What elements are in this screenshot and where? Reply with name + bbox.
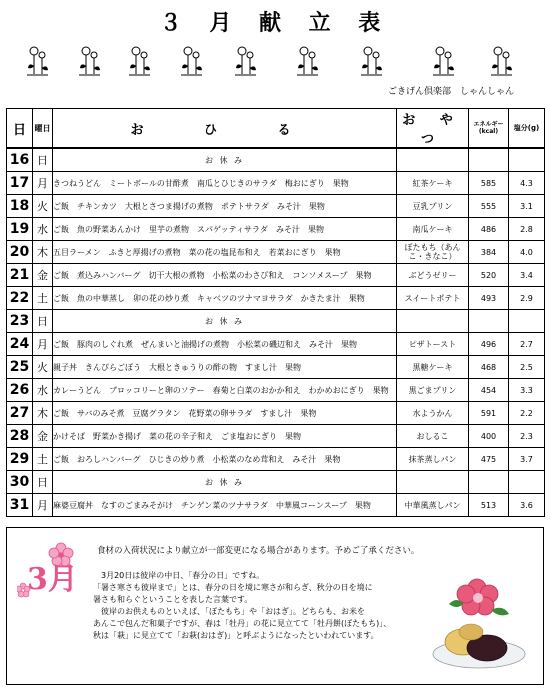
energy-cell: 555 <box>469 195 509 218</box>
weekday-cell: 土 <box>33 448 53 471</box>
paragraph-line: 暑さも和らぐということを表した言葉です。 <box>93 595 253 604</box>
energy-cell: 468 <box>469 356 509 379</box>
table-row <box>7 402 545 425</box>
header-energy: エネルギー(kcal) <box>469 109 509 149</box>
salt-cell <box>509 471 545 494</box>
weekday-cell: 日 <box>33 148 53 172</box>
energy-cell: 585 <box>469 172 509 195</box>
snack-cell: 黒ごまプリン <box>397 379 469 402</box>
lunch-cell: ご飯 チキンカツ 大根とさつま揚げの煮物 ポテトサラダ みそ汁 果物 <box>53 195 397 218</box>
snack-cell: スイートポテト <box>397 287 469 310</box>
day-cell: 28 <box>7 425 33 448</box>
energy-cell <box>469 471 509 494</box>
weekday-cell: 金 <box>33 425 53 448</box>
weekday-cell: 火 <box>33 356 53 379</box>
lunch-cell: ご飯 おろしハンバーグ ひじきの炒り煮 小松菜のなめ茸和え みそ汁 果物 <box>53 448 397 471</box>
snack-cell: 紅茶ケーキ <box>397 172 469 195</box>
energy-cell: 513 <box>469 494 509 517</box>
flower-icon <box>76 44 102 78</box>
salt-cell <box>509 310 545 333</box>
table-row <box>7 471 545 494</box>
snack-cell: 中華風蒸しパン <box>397 494 469 517</box>
lunch-cell: ご飯 魚の中華蒸し 卯の花の炒り煮 キャベツのツナマヨサラダ かきたま汁 果物 <box>53 287 397 310</box>
flower-icon <box>24 44 50 78</box>
snack-cell: 豆乳プリン <box>397 195 469 218</box>
snack-cell: 抹茶蒸しパン <box>397 448 469 471</box>
snack-cell: おしるこ <box>397 425 469 448</box>
flower-icon <box>232 44 258 78</box>
salt-cell: 2.3 <box>509 425 545 448</box>
energy-cell: 400 <box>469 425 509 448</box>
table-row <box>7 148 545 172</box>
table-row <box>7 218 545 241</box>
energy-cell: 496 <box>469 333 509 356</box>
table-row <box>7 195 545 218</box>
weekday-cell: 土 <box>33 287 53 310</box>
day-cell: 29 <box>7 448 33 471</box>
snack-cell: ぼたもち（あんこ・きなこ） <box>397 241 469 264</box>
lunch-cell: お 休 み <box>53 310 397 333</box>
lunch-cell: ご飯 豚肉のしぐれ煮 ぜんまいと油揚げの煮物 小松菜の磯辺和え みそ汁 果物 <box>53 333 397 356</box>
weekday-cell: 木 <box>33 241 53 264</box>
weekday-cell: 水 <box>33 218 53 241</box>
salt-cell: 3.4 <box>509 264 545 287</box>
header-salt: 塩分(g) <box>509 109 545 149</box>
paragraph-line: 秋は「萩」に見立てて「お萩(おはぎ)」と呼ぶようになったといわれています。 <box>93 631 379 640</box>
salt-cell: 3.6 <box>509 494 545 517</box>
flower-icon <box>178 44 204 78</box>
day-cell: 26 <box>7 379 33 402</box>
header-dow: 曜日 <box>33 109 53 149</box>
flower-icon <box>488 44 514 78</box>
day-cell: 18 <box>7 195 33 218</box>
higan-paragraph <box>93 570 443 642</box>
lunch-cell: カレーうどん ブロッコリーと卵のソテー 春菊と白菜のおかか和え わかめおにぎり 果物 <box>53 379 397 402</box>
flower-icon <box>358 44 384 78</box>
snack-cell: ピザトースト <box>397 333 469 356</box>
snack-cell <box>397 471 469 494</box>
snack-cell <box>397 310 469 333</box>
snack-cell <box>397 148 469 172</box>
salt-cell: 2.7 <box>509 333 545 356</box>
snack-cell: 南瓜ケーキ <box>397 218 469 241</box>
salt-cell: 2.5 <box>509 356 545 379</box>
table-row <box>7 333 545 356</box>
paragraph-line: 彼岸のお供えものといえば、「ぼたもち」や「おはぎ」。どちらも、お米を <box>93 607 365 616</box>
table-row <box>7 494 545 517</box>
day-cell: 22 <box>7 287 33 310</box>
header-lunch: お ひ る <box>53 109 397 149</box>
lunch-cell: 親子丼 きんぴらごぼう 大根ときゅうりの酢の物 すまし汁 果物 <box>53 356 397 379</box>
page-title: ３ 月 献 立 表 <box>159 11 391 36</box>
energy-cell <box>469 310 509 333</box>
table-row <box>7 448 545 471</box>
weekday-cell: 月 <box>33 494 53 517</box>
snack-cell: 黒糖ケーキ <box>397 356 469 379</box>
weekday-cell: 木 <box>33 402 53 425</box>
day-cell: 16 <box>7 148 33 172</box>
table-row <box>7 379 545 402</box>
salt-cell: 2.8 <box>509 218 545 241</box>
table-row <box>7 287 545 310</box>
flower-decoration-row <box>18 44 508 78</box>
salt-cell: 2.9 <box>509 287 545 310</box>
lunch-cell: お 休 み <box>53 148 397 172</box>
menu-table <box>6 108 545 517</box>
flower-icon <box>294 44 320 78</box>
salt-cell: 3.7 <box>509 448 545 471</box>
flower-icon <box>430 44 456 78</box>
energy-cell: 454 <box>469 379 509 402</box>
flower-icon <box>126 44 152 78</box>
energy-cell: 520 <box>469 264 509 287</box>
paragraph-line: 3月20日は彼岸の中日、「春分の日」ですね。 <box>93 571 265 580</box>
lunch-cell: ご飯 煮込みハンバーグ 切干大根の煮物 小松菜のわさび和え コンソメスープ 果物 <box>53 264 397 287</box>
lunch-cell: きつねうどん ミートボールの甘酢煮 南瓜とひじきのサラダ 梅おにぎり 果物 <box>53 172 397 195</box>
salt-cell: 4.3 <box>509 172 545 195</box>
table-row <box>7 241 545 264</box>
day-cell: 20 <box>7 241 33 264</box>
header-day: 日 <box>7 109 33 149</box>
botamochi-peony-illustration <box>429 574 529 674</box>
lunch-cell: お 休 み <box>53 471 397 494</box>
energy-cell: 591 <box>469 402 509 425</box>
weekday-cell: 水 <box>33 379 53 402</box>
weekday-cell: 月 <box>33 172 53 195</box>
day-cell: 25 <box>7 356 33 379</box>
day-cell: 27 <box>7 402 33 425</box>
salt-cell: 3.1 <box>509 195 545 218</box>
table-row <box>7 356 545 379</box>
snack-cell: 水ようかん <box>397 402 469 425</box>
salt-cell <box>509 148 545 172</box>
weekday-cell: 金 <box>33 264 53 287</box>
day-cell: 31 <box>7 494 33 517</box>
lunch-cell: かけそば 野菜かき揚げ 菜の花の辛子和え ごま塩おにぎり 果物 <box>53 425 397 448</box>
table-row <box>7 310 545 333</box>
day-cell: 24 <box>7 333 33 356</box>
weekday-cell: 月 <box>33 333 53 356</box>
lunch-cell: 麻婆豆腐丼 なすのごまみそがけ チンゲン菜のツナサラダ 中華風コーンスープ 果物 <box>53 494 397 517</box>
notice-box <box>6 527 544 685</box>
day-cell: 19 <box>7 218 33 241</box>
day-cell: 23 <box>7 310 33 333</box>
lunch-cell: ご飯 サバのみそ煮 豆腐グラタン 花野菜の卵サラダ すまし汁 果物 <box>53 402 397 425</box>
salt-cell: 3.3 <box>509 379 545 402</box>
weekday-cell: 日 <box>33 310 53 333</box>
change-notice: 食材の入荷状況により献立が一部変更になる場合があります。予めご了承ください。 <box>97 546 420 556</box>
weekday-cell: 日 <box>33 471 53 494</box>
weekday-cell: 火 <box>33 195 53 218</box>
snack-cell: ぶどうゼリー <box>397 264 469 287</box>
salt-cell: 2.2 <box>509 402 545 425</box>
paragraph-line: 「暑さ寒さも彼岸まで」とは、春分の日を境に寒さが和らぎ、秋分の日を境に <box>93 583 373 592</box>
energy-cell: 384 <box>469 241 509 264</box>
table-row <box>7 172 545 195</box>
header-snack: お や つ <box>397 109 469 149</box>
paragraph-line: あんこで包んだ和菓子ですが、春は「牡丹」の花に見立てて「牡丹餅(ぼたもち)」、 <box>93 619 392 628</box>
day-cell: 30 <box>7 471 33 494</box>
day-cell: 21 <box>7 264 33 287</box>
energy-cell: 486 <box>469 218 509 241</box>
lunch-cell: ご飯 魚の野菜あんかけ 里芋の煮物 スパゲッティサラダ みそ汁 果物 <box>53 218 397 241</box>
table-row <box>7 264 545 287</box>
lunch-cell: 五目ラーメン ふきと厚揚げの煮物 菜の花の塩昆布和え 若菜おにぎり 果物 <box>53 241 397 264</box>
month-label: 3月 <box>27 562 78 597</box>
table-row <box>7 425 545 448</box>
day-cell: 17 <box>7 172 33 195</box>
table-header-row <box>7 109 545 149</box>
club-name: ごきげん倶楽部 しゃんしゃん <box>387 87 514 97</box>
energy-cell <box>469 148 509 172</box>
energy-cell: 475 <box>469 448 509 471</box>
energy-cell: 493 <box>469 287 509 310</box>
salt-cell: 4.0 <box>509 241 545 264</box>
